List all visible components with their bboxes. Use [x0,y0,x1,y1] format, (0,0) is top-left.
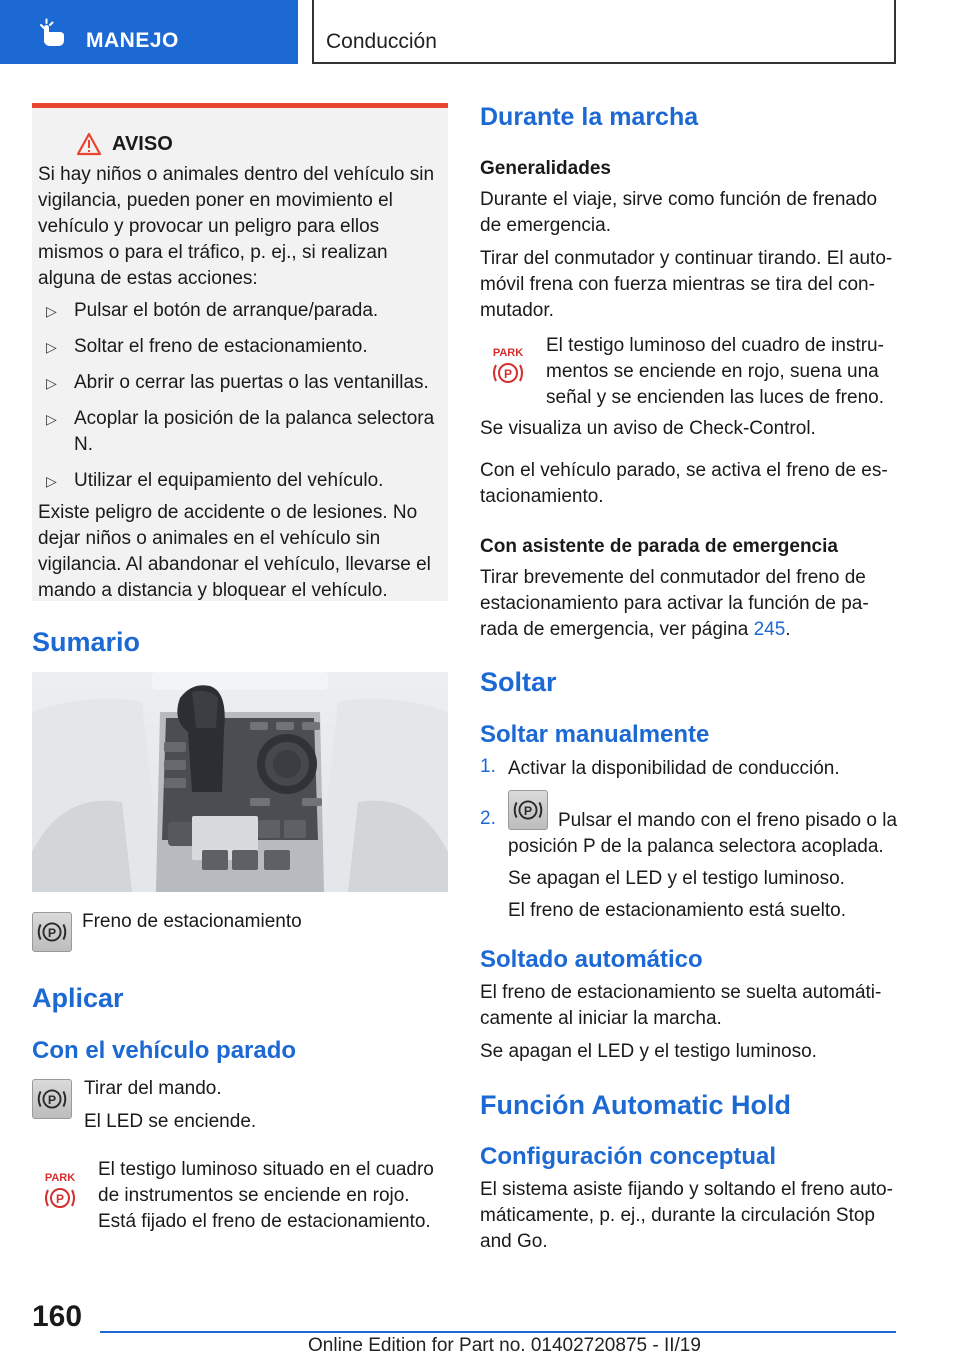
page-link[interactable]: 245 [753,619,786,640]
park-warning-icon [40,1170,80,1212]
svg-text:P: P [55,1192,65,1206]
park-light-text: El testigo luminoso situado en el cuadro de instrumentos se enciende en rojo. Está fijado el freno de estacionamiento. [98,1159,434,1232]
svg-text:PARK: PARK [44,1172,76,1184]
page-number: 160 [32,1300,83,1333]
parado-heading: Con el vehículo parado [32,1037,297,1064]
hold-heading: Función Automatic Hold [480,1090,791,1120]
warning-triangle-icon [76,132,102,156]
marcha-heading: Durante la marcha [480,103,699,131]
led-text: El LED se enciende. [84,1111,257,1132]
warning-list [38,298,440,494]
auto-paragraph-2: Se apagan el LED y el testigo luminoso. [480,1041,817,1062]
chapter-tab-label: MANEJO [86,29,179,52]
warning-intro: Si hay niños o animales dentro del vehículo sin vigilancia, pueden poner en movimiento el vehículo y provocar un peligro para ellos mismos o para el tráfico, p. ej., si realizan alguna de estas acciones: [38,164,435,289]
auto-paragraph-1: El freno de estacionamiento se suelta automáticamente al iniciar la marcha. [480,982,882,1029]
warning-title [76,132,440,156]
list-item: ▷ Pulsar el botón de arranque/parada. [38,298,440,324]
manual-heading: Soltar manualmente [480,721,710,748]
tirar-text: Tirar del mando. [84,1078,222,1099]
step-number: 1. [480,756,496,777]
step-2-text: Pulsar el mando con el freno pisado o la posición P de la palanca selectora acoplada. [508,810,898,857]
section-header [312,0,896,64]
footer-divider [100,1331,896,1333]
park-light-text: El testigo luminoso del cuadro de instrumentos se enciende en rojo, suena una señal y se encienden las luces de freno. [546,335,884,408]
svg-text:P: P [47,925,57,940]
section-title: Conducción [326,30,437,53]
soltar-heading: Soltar [480,667,557,697]
svg-text:PARK: PARK [492,347,524,359]
svg-text:P: P [503,367,513,381]
gen-paragraph-2: Tirar del conmutador y continuar tirando. El automóvil frena con fuerza mientras se tira del conmutador. [480,248,893,321]
list-item: ▷ Acoplar la posición de la palanca selectora N. [38,406,440,458]
step-1-text: Activar la disponibilidad de conducción. [508,758,840,779]
conceptual-paragraph: El sistema asiste fijando y soltando el freno automáticamente, p. ej., durante la circulación Stop and Go. [480,1179,893,1252]
chapter-tab[interactable] [0,0,298,64]
auto-heading: Soltado automático [480,946,703,973]
warning-box [32,103,448,601]
asistente-heading: Con asistente de parada de emergencia [480,536,838,557]
parado-text: Con el vehículo parado, se activa el freno de estacionamiento. [480,460,888,507]
list-item: ▷ Soltar el freno de estacionamiento. [38,334,440,360]
park-warning-icon [488,345,528,387]
gen-paragraph-1: Durante el viaje, sirve como función de frenado de emergencia. [480,189,878,236]
photo-caption: Freno de estacionamiento [82,911,302,932]
sumario-heading: Sumario [32,627,141,657]
svg-text:P: P [47,1092,57,1107]
asistente-text: Tirar brevemente del conmutador del freno de estacionamiento para activar la función de parada de emergencia, ver página 245. [480,567,869,640]
svg-text:P: P [523,803,533,818]
list-item: ▷ Utilizar el equipamiento del vehículo. [38,468,440,494]
footer-edition: Online Edition for Part no. 01402720875 - II/19 [308,1335,701,1356]
hand-icon [38,18,68,48]
aplicar-heading: Aplicar [32,983,124,1013]
warning-title-text: AVISO [112,132,173,155]
list-item: ▷ Abrir o cerrar las puertas o las ventanillas. [38,370,440,396]
step-2-result-a: Se apagan el LED y el testigo luminoso. [508,868,845,889]
generalidades-heading: Generalidades [480,158,611,179]
step-number: 2. [480,808,496,829]
center-console-photo [32,672,448,892]
parking-brake-icon [32,912,72,952]
warning-outro: Existe peligro de accidente o de lesiones. No dejar niños o animales en el vehículo sin vigilancia. Al abandonar el vehículo, llevarse el mando a distancia y bloquear el vehículo. [38,502,431,601]
check-control-text: Se visualiza un aviso de Check-Control. [480,418,816,439]
parking-brake-icon [32,1079,72,1119]
conceptual-heading: Configuración conceptual [480,1143,777,1170]
step-2-result-b: El freno de estacionamiento está suelto. [508,900,846,921]
